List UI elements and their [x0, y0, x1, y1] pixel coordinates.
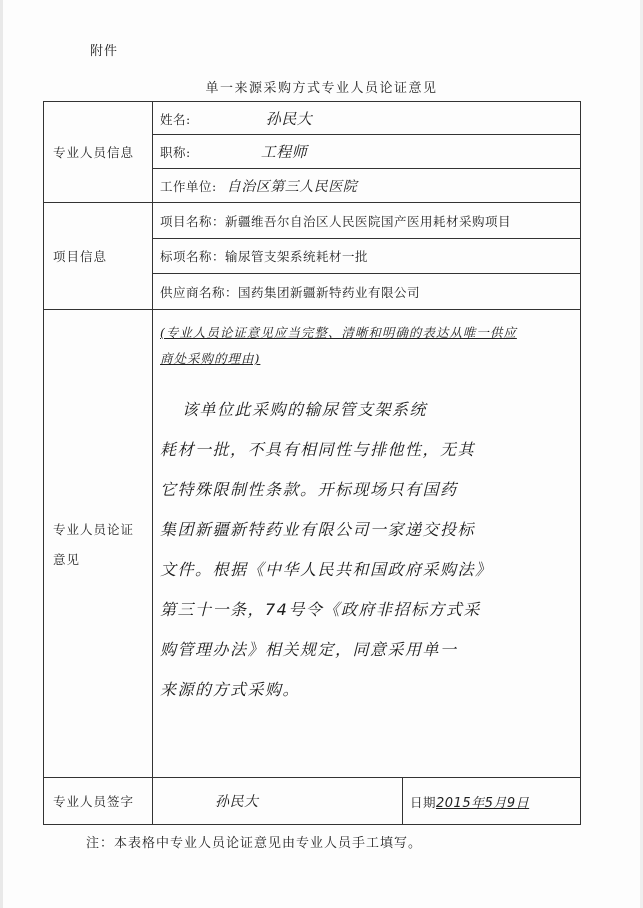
opinion-form-table — [43, 101, 581, 825]
opinion-section-label — [44, 310, 153, 778]
unit-label: 工作单位: — [160, 178, 217, 194]
name-row — [153, 102, 581, 135]
opinion-line: 文件。根据《中华人民共和国政府采购法》 — [160, 560, 493, 579]
opinion-line: 该单位此采购的输尿管支架系统 — [182, 400, 428, 419]
opinion-line: 集团新疆新特药业有限公司一家递交投标 — [160, 520, 476, 539]
opinion-line: 购管理办法》相关规定，同意采用单一 — [160, 640, 458, 659]
opinion-line: 第三十一条，74号令《政府非招标方式采 — [160, 600, 481, 619]
scan-left-edge — [0, 0, 3, 908]
opinion-label-line2: 意见 — [53, 551, 81, 567]
footnote: 注：本表格中专业人员论证意见由专业人员手工填写。 — [86, 836, 423, 851]
handwritten-opinion — [160, 390, 574, 710]
opinion-line: 它特殊限制性条款。开标现场只有国药 — [160, 480, 458, 499]
opinion-instruction-line1: (专业人员论证意见应当完整、清晰和明确的表达从唯一供应 — [160, 325, 517, 340]
opinion-label-line1: 专业人员论证 — [53, 521, 135, 537]
supplier-row: 供应商名称：国药集团新疆新特药业有限公司 — [153, 274, 581, 310]
opinion-content — [153, 310, 581, 778]
date-value: 2015年5月9日 — [436, 795, 530, 811]
project-info-section-label: 项目信息 — [44, 203, 153, 310]
name-value: 孙民大 — [265, 109, 313, 128]
opinion-line: 来源的方式采购。 — [160, 680, 301, 699]
opinion-instruction-line2: 商处采购的理由) — [160, 351, 261, 366]
signature-cell — [153, 778, 403, 825]
expert-info-section-label: 专业人员信息 — [44, 102, 153, 203]
date-label: 日期 — [410, 794, 437, 810]
signature-label: 专业人员签字 — [44, 778, 153, 825]
lot-name-row: 标项名称：输尿管支架系统耗材一批 — [153, 239, 581, 274]
document-title: 单一来源采购方式专业人员论证意见 — [205, 81, 438, 96]
title-label: 职称: — [160, 145, 191, 160]
name-label: 姓名: — [160, 111, 191, 127]
attachment-label: 附件 — [90, 44, 119, 59]
title-row — [153, 135, 581, 169]
title-value: 工程师 — [260, 143, 308, 161]
project-name-row: 项目名称：新疆维吾尔自治区人民医院国产医用耗材采购项目 — [153, 203, 581, 239]
date-cell — [403, 778, 581, 825]
signature-value: 孙民大 — [215, 794, 259, 810]
opinion-line: 耗材一批，不具有相同性与排他性，无其 — [160, 440, 476, 459]
unit-row — [153, 169, 581, 203]
unit-value: 自治区第三人民医院 — [226, 178, 358, 195]
